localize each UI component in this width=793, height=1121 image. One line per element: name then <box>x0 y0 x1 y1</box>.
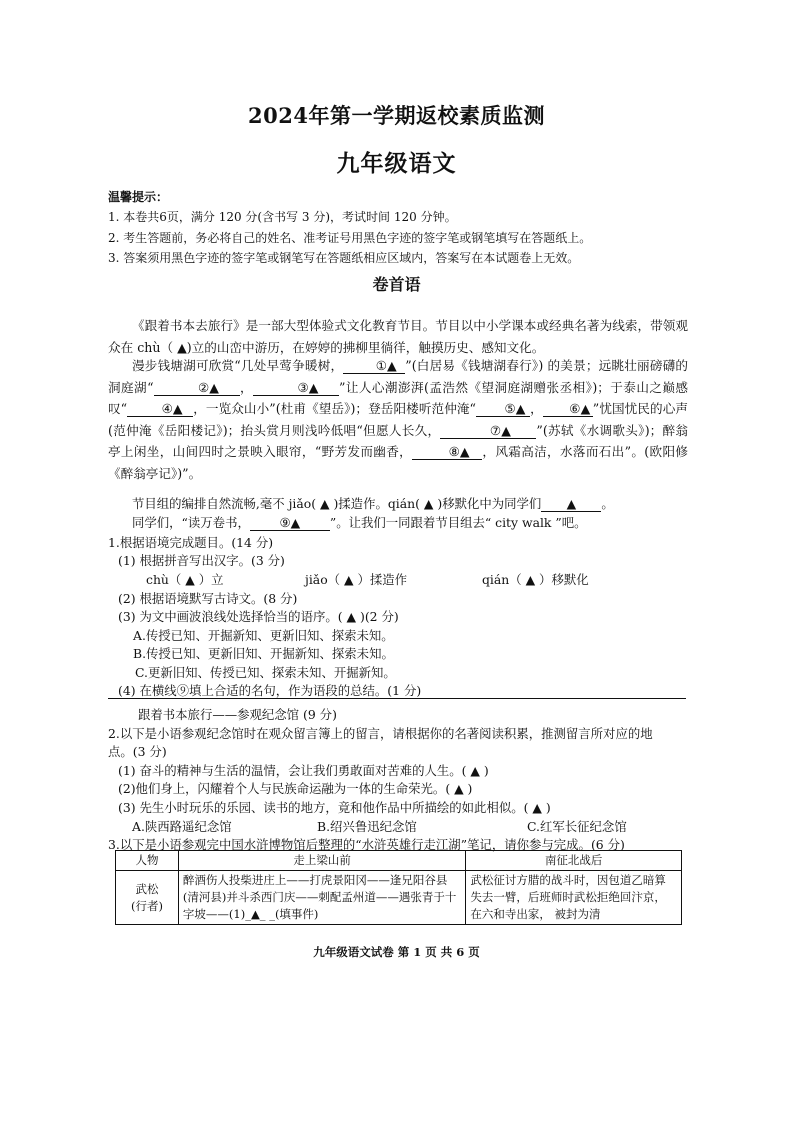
before-liangshan-cell[interactable]: 醉酒伤人投柴进庄上——打虎景阳冈——逢兄阳谷县(清河县)并斗杀西门庆——刺配孟州道——遇张青于十字坡——(1)_▲_ _(填事件) <box>178 871 465 925</box>
exam-title: 2024年第一学期返校素质监测 <box>248 103 545 128</box>
preface-title: 卷首语 <box>372 275 421 294</box>
preface-paragraph-2: 漫步钱塘湖可欣赏“几处早莺争暖树， ①▲ ”(白居易《钱塘湖春行》) 的美景；远眺壮丽磅礴的洞庭湖“ ②▲ ， ③▲ ”让人心潮澎湃(孟浩然《望洞庭湖赠张丞相》)；于泰山之巅感叹“ ④▲ ，一览众山小”(杜甫《望岳》)；登岳阳楼听范仲淹“ ⑤▲ ， ⑥▲ ”忧国忧民的心声(范仲淹《岳阳楼记》)；抬头赏月则浅吟低唱“但愿人长久， ⑦▲ ”(苏轼《水调歌头》)；醉翁亭上闲坐，山间四时之景映入眼帘，“野芳发而幽香， ⑧▲ ，风霜高洁，水落而石出”。(欧阳修《醉翁亭记》)”。 <box>108 358 689 481</box>
q2-choice-a: A.陕西路遥纪念馆 <box>132 819 232 834</box>
q2-choice-c: C.红军长征纪念馆 <box>527 819 627 834</box>
page-footer: 九年级语文试卷 第 1 页 共 6 页 <box>313 945 480 959</box>
blank-5[interactable]: ⑤▲ <box>476 402 530 417</box>
section-divider <box>108 698 686 699</box>
q1-stem: 1.根据语境完成题目。(14 分) <box>108 535 274 550</box>
blank-3[interactable]: ③▲ <box>253 381 339 396</box>
q1-sub-1: (1) 根据拼音写出汉字。(3 分) <box>118 553 285 568</box>
preface-paragraph-3: 节目组的编排自然流畅,毫不 jiǎo( ▲ )揉造作。qián( ▲ )移默化中为同学们 ▲ 。 <box>132 496 614 511</box>
pinyin-item-1[interactable]: chù（ ▲ ）立 <box>146 572 224 587</box>
person-name: 武松 <box>135 881 159 896</box>
notes-table <box>115 850 682 925</box>
table-header-row <box>116 851 682 871</box>
blank-8[interactable]: ⑧▲ <box>412 445 482 460</box>
q1-option-c[interactable]: C.更新旧知、传授已知、探索未知、开掘新知。 <box>135 665 396 680</box>
blank-summary[interactable]: ▲ <box>541 497 601 512</box>
tip-item-2: 2. 考生答题前，务必将自己的姓名、准考证号用黑色字迹的签字笔或钢笔填写在答题纸上。 <box>108 231 592 245</box>
pinyin-item-2[interactable]: jiǎo（ ▲ ）揉造作 <box>305 572 408 587</box>
tip-item-3: 3. 答案须用黑色字迹的签字笔或钢笔写在答题纸相应区域内，答案写在本试题卷上无效。 <box>108 251 580 265</box>
tips-heading: 温馨提示： <box>108 190 169 204</box>
q1-option-a[interactable]: A.传授已知、开掘新知、更新旧知、探索未知。 <box>133 628 394 643</box>
pinyin-item-3[interactable]: qián（ ▲ ）移默化 <box>482 572 589 587</box>
part2-heading: 跟着书本旅行——参观纪念馆 (9 分) <box>138 707 337 722</box>
q1-sub-3[interactable]: (3) 为文中画波浪线处选择恰当的语序。( ▲ )(2 分) <box>118 609 399 624</box>
q1-sub-4: (4) 在横线⑨填上合适的名句，作为语段的总结。(1 分) <box>118 683 422 698</box>
blank-2[interactable]: ②▲ <box>154 381 240 396</box>
q1-option-b[interactable]: B.传授已知、更新旧知、开掘新知、探索未知。 <box>133 646 394 661</box>
preface-paragraph-1: 《跟着书本去旅行》是一部大型体验式文化教育节目。节目以中小学课本或经典名著为线索，带领观众在 chù（ ▲)立的山峦中游历，在婷婷的拂柳里徜徉，触摸历史、感知文化。 <box>108 318 688 355</box>
q2-item-3[interactable]: (3) 先生小时玩乐的乐园、读书的地方，竟和他作品中所描绘的如此相似。( ▲ ) <box>118 800 551 815</box>
table-header-cell: 走上梁山前 <box>178 851 465 871</box>
person-nickname: (行者) <box>130 898 163 913</box>
q1-sub-2: (2) 根据语境默写古诗文。(8 分) <box>118 591 298 606</box>
q2-item-2[interactable]: (2)他们身上，闪耀着个人与民族命运融为一体的生命荣光。( ▲ ) <box>118 781 473 796</box>
tip-item-1: 1. 本卷共6页，满分 120 分(含书写 3 分)，考试时间 120 分钟。 <box>108 210 457 224</box>
exam-subject-title: 九年级语文 <box>336 150 457 177</box>
person-cell <box>116 871 179 925</box>
blank-6[interactable]: ⑥▲ <box>543 402 593 417</box>
q2-item-1[interactable]: (1) 奋斗的精神与生活的温情，会让我们勇敢面对苦难的人生。( ▲ ) <box>118 763 489 778</box>
table-row <box>116 871 682 925</box>
blank-7[interactable]: ⑦▲ <box>440 424 536 439</box>
blank-1[interactable]: ①▲ <box>343 359 405 374</box>
q2-stem-line-1: 2.以下是小语参观纪念馆时在观众留言簿上的留言，请根据你的名著阅读积累，推测留言所对应的地 <box>108 726 653 741</box>
after-campaign-cell: 武松征讨方腊的战斗时，因包道乙暗算失去一臂，后班师时武松拒绝回汴京，在六和寺出家， 被封为清 <box>466 871 682 925</box>
q2-choice-b: B.绍兴鲁迅纪念馆 <box>317 819 417 834</box>
q2-stem-line-2: 点。(3 分) <box>108 744 167 759</box>
preface-paragraph-4: 同学们，“读万卷书， ⑨▲ ”。让我们一同跟着节目组去“ city walk ”吧。 <box>132 515 587 530</box>
blank-9[interactable]: ⑨▲ <box>250 516 330 531</box>
blank-4[interactable]: ④▲ <box>127 402 193 417</box>
table-header-cell: 人物 <box>116 851 179 871</box>
q3-stem: 3.以下是小语参观完中国水浒博物馆后整理的“水浒英雄行走江湖”笔记，请你参与完成。(6 分) <box>108 837 625 852</box>
table-header-cell: 南征北战后 <box>466 851 682 871</box>
